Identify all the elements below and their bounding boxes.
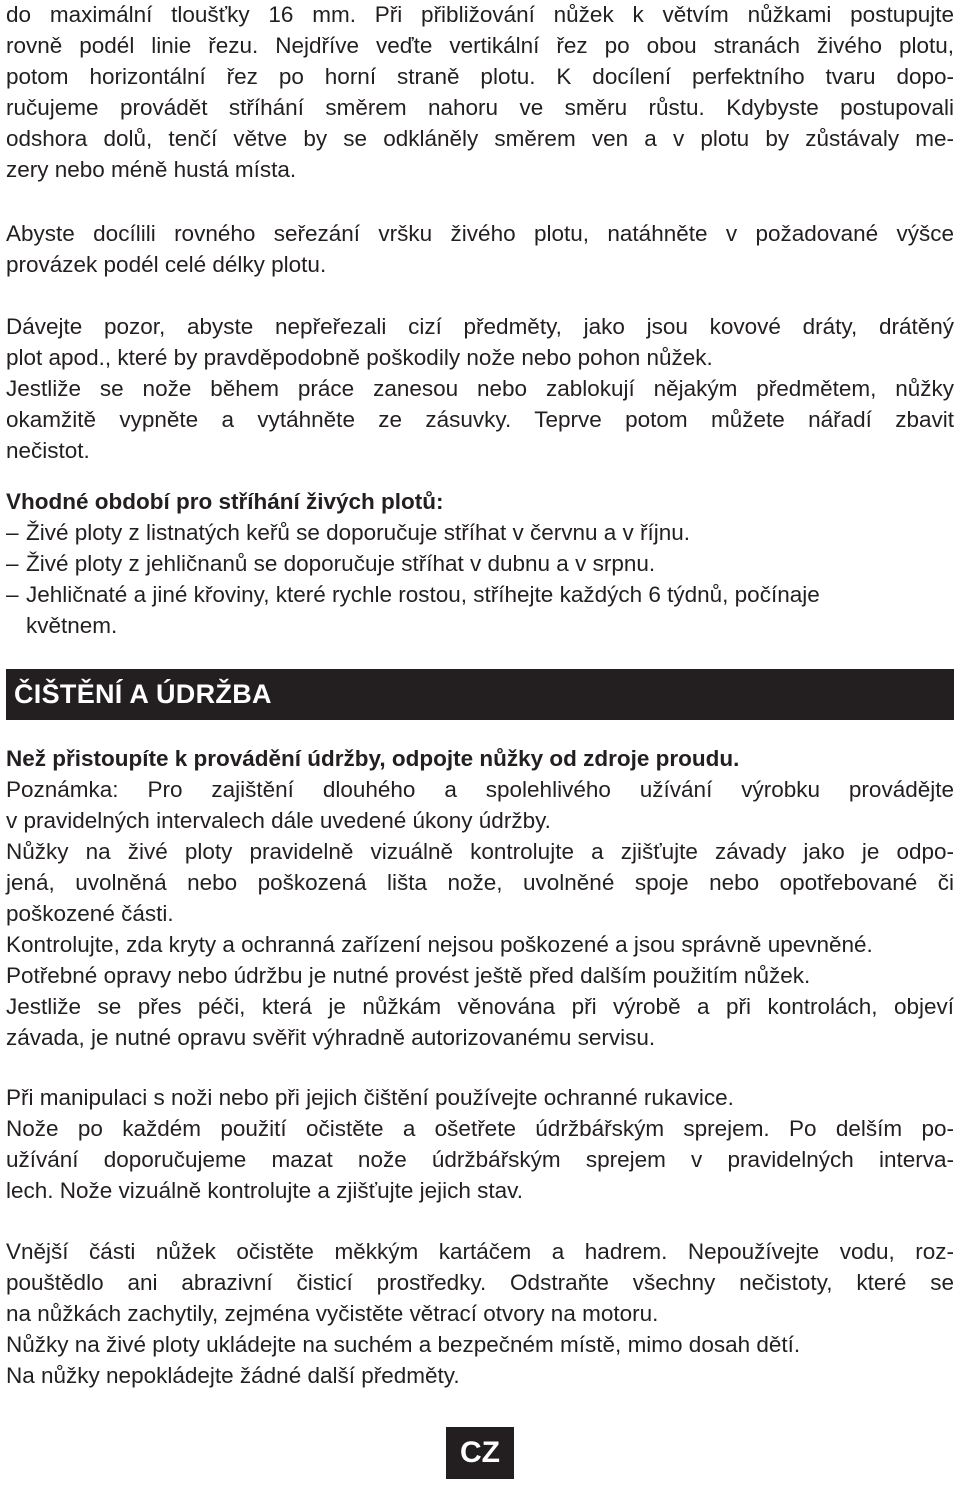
text-line: poškozené části. [6,901,174,926]
maintenance-block-1 [6,743,954,1053]
text-line: Vnější části nůžek očistěte měkkým kartáčem a hadrem. Nepoužívejte vodu, roz- [6,1239,954,1264]
text-line: Potřebné opravy nebo údržbu je nutné provést ještě před dalším použitím nůžek. [6,963,811,988]
text-line: do maximální tloušťky 16 mm. Při přibližování nůžek k větvím nůžkami postupujte [6,2,954,27]
list-item-text: Živé ploty z listnatých keřů se doporučuje stříhat v červnu a v říjnu. [26,520,691,545]
text-line: Na nůžky nepokládejte žádné další předměty. [6,1363,460,1388]
text-line: rovně podél linie řezu. Nejdříve veďte vertikální řez po obou stranách živého plotu, [6,33,954,58]
text-line: provázek podél celé délky plotu. [6,252,327,277]
text-line: potom horizontální řez po horní straně plotu. K docílení perfektního tvaru dopo- [6,64,954,89]
trimming-season-list [6,517,954,641]
text-line: okamžitě vypněte a vytáhněte ze zásuvky. Teprve potom můžete nářadí zbavit [6,407,954,432]
text-line: Dávejte pozor, abyste nepřeřezali cizí předměty, jako jsou kovové dráty, drátěný [6,314,954,339]
text-line: jená, uvolněná nebo poškozená lišta nože, uvolněné spoje nebo opotřebované či [6,870,954,895]
list-item [6,548,954,579]
text-line: Jestliže se přes péči, která je nůžkám věnována při výrobě a při kontrolách, objeví [6,994,954,1019]
text-line: Jestliže se nože během práce zanesou nebo zablokují nějakým předmětem, nůžky [6,376,954,401]
text-line: užívání doporučujeme mazat nože údržbářským sprejem v pravidelných interva- [6,1147,954,1172]
list-item [6,517,954,548]
text-line: v pravidelných intervalech dále uvedené úkony údržby. [6,808,551,833]
text-line: nečistot. [6,438,90,463]
trimming-season-heading: Vhodné období pro stříhání živých plotů: [6,489,444,514]
maintenance-block-3 [6,1236,954,1391]
dash-bullet: – [6,551,19,576]
string-guide-paragraph [6,218,954,280]
text-line: závada, je nutné opravu svěřit výhradně autorizovanému servisu. [6,1025,656,1050]
text-line: Poznámka: Pro zajištění dlouhého a spolehlivého užívání výrobku provádějte [6,777,954,802]
disconnect-warning: Než přistoupíte k provádění údržby, odpojte nůžky od zdroje proudu. [6,746,740,771]
text-line: zery nebo méně hustá místa. [6,157,297,182]
text-line: plot apod., které by pravděpodobně poškodily nože nebo pohon nůžek. [6,345,713,370]
maintenance-block-2 [6,1082,954,1206]
dash-bullet: – [6,582,19,607]
text-line: Nůžky na živé ploty ukládejte na suchém a bezpečném místě, mimo dosah dětí. [6,1332,801,1357]
foreign-objects-paragraph [6,311,954,466]
text-line: Nůžky na živé ploty pravidelně vizuálně kontrolujte a zjišťujte závady jako je odpo- [6,839,954,864]
text-line: lech. Nože vizuálně kontrolujte a zjišťujte jejich stav. [6,1178,524,1203]
list-item-text-continued: květnem. [26,613,118,638]
language-badge: CZ [446,1427,514,1479]
text-line: Abyste docílili rovného seřezání vršku živého plotu, natáhněte v požadované výšce [6,221,954,246]
text-line: na nůžkách zachytily, zejména vyčistěte větrací otvory na motoru. [6,1301,659,1326]
text-line: Nože po každém použití očistěte a ošetřete údržbářským sprejem. Po delším po- [6,1116,954,1141]
section-title-cleaning-maintenance: ČIŠTĚNÍ A ÚDRŽBA [6,669,954,720]
dash-bullet: – [6,520,19,545]
text-line: Při manipulaci s noži nebo při jejich čištění používejte ochranné rukavice. [6,1085,734,1110]
text-line: Kontrolujte, zda kryty a ochranná zařízení nejsou poškozené a jsou správně upevněné. [6,932,873,957]
trimming-season-section [6,486,954,641]
list-item-text: Živé ploty z jehličnanů se doporučuje stříhat v dubnu a v srpnu. [26,551,656,576]
list-item-text: Jehličnaté a jiné křoviny, které rychle rostou, stříhejte každých 6 týdnů, počínaje [26,582,820,607]
text-line: odshora dolů, tenčí větve by se odkláněly směrem ven a v plotu by zůstávaly me- [6,126,954,151]
pruning-technique-paragraph [6,0,954,185]
text-line: ručujeme provádět stříhání směrem nahoru ve směru růstu. Kdybyste postupovali [6,95,954,120]
text-line: pouštědlo ani abrazivní čisticí prostředky. Odstraňte všechny nečistoty, které se [6,1270,954,1295]
list-item [6,579,954,641]
